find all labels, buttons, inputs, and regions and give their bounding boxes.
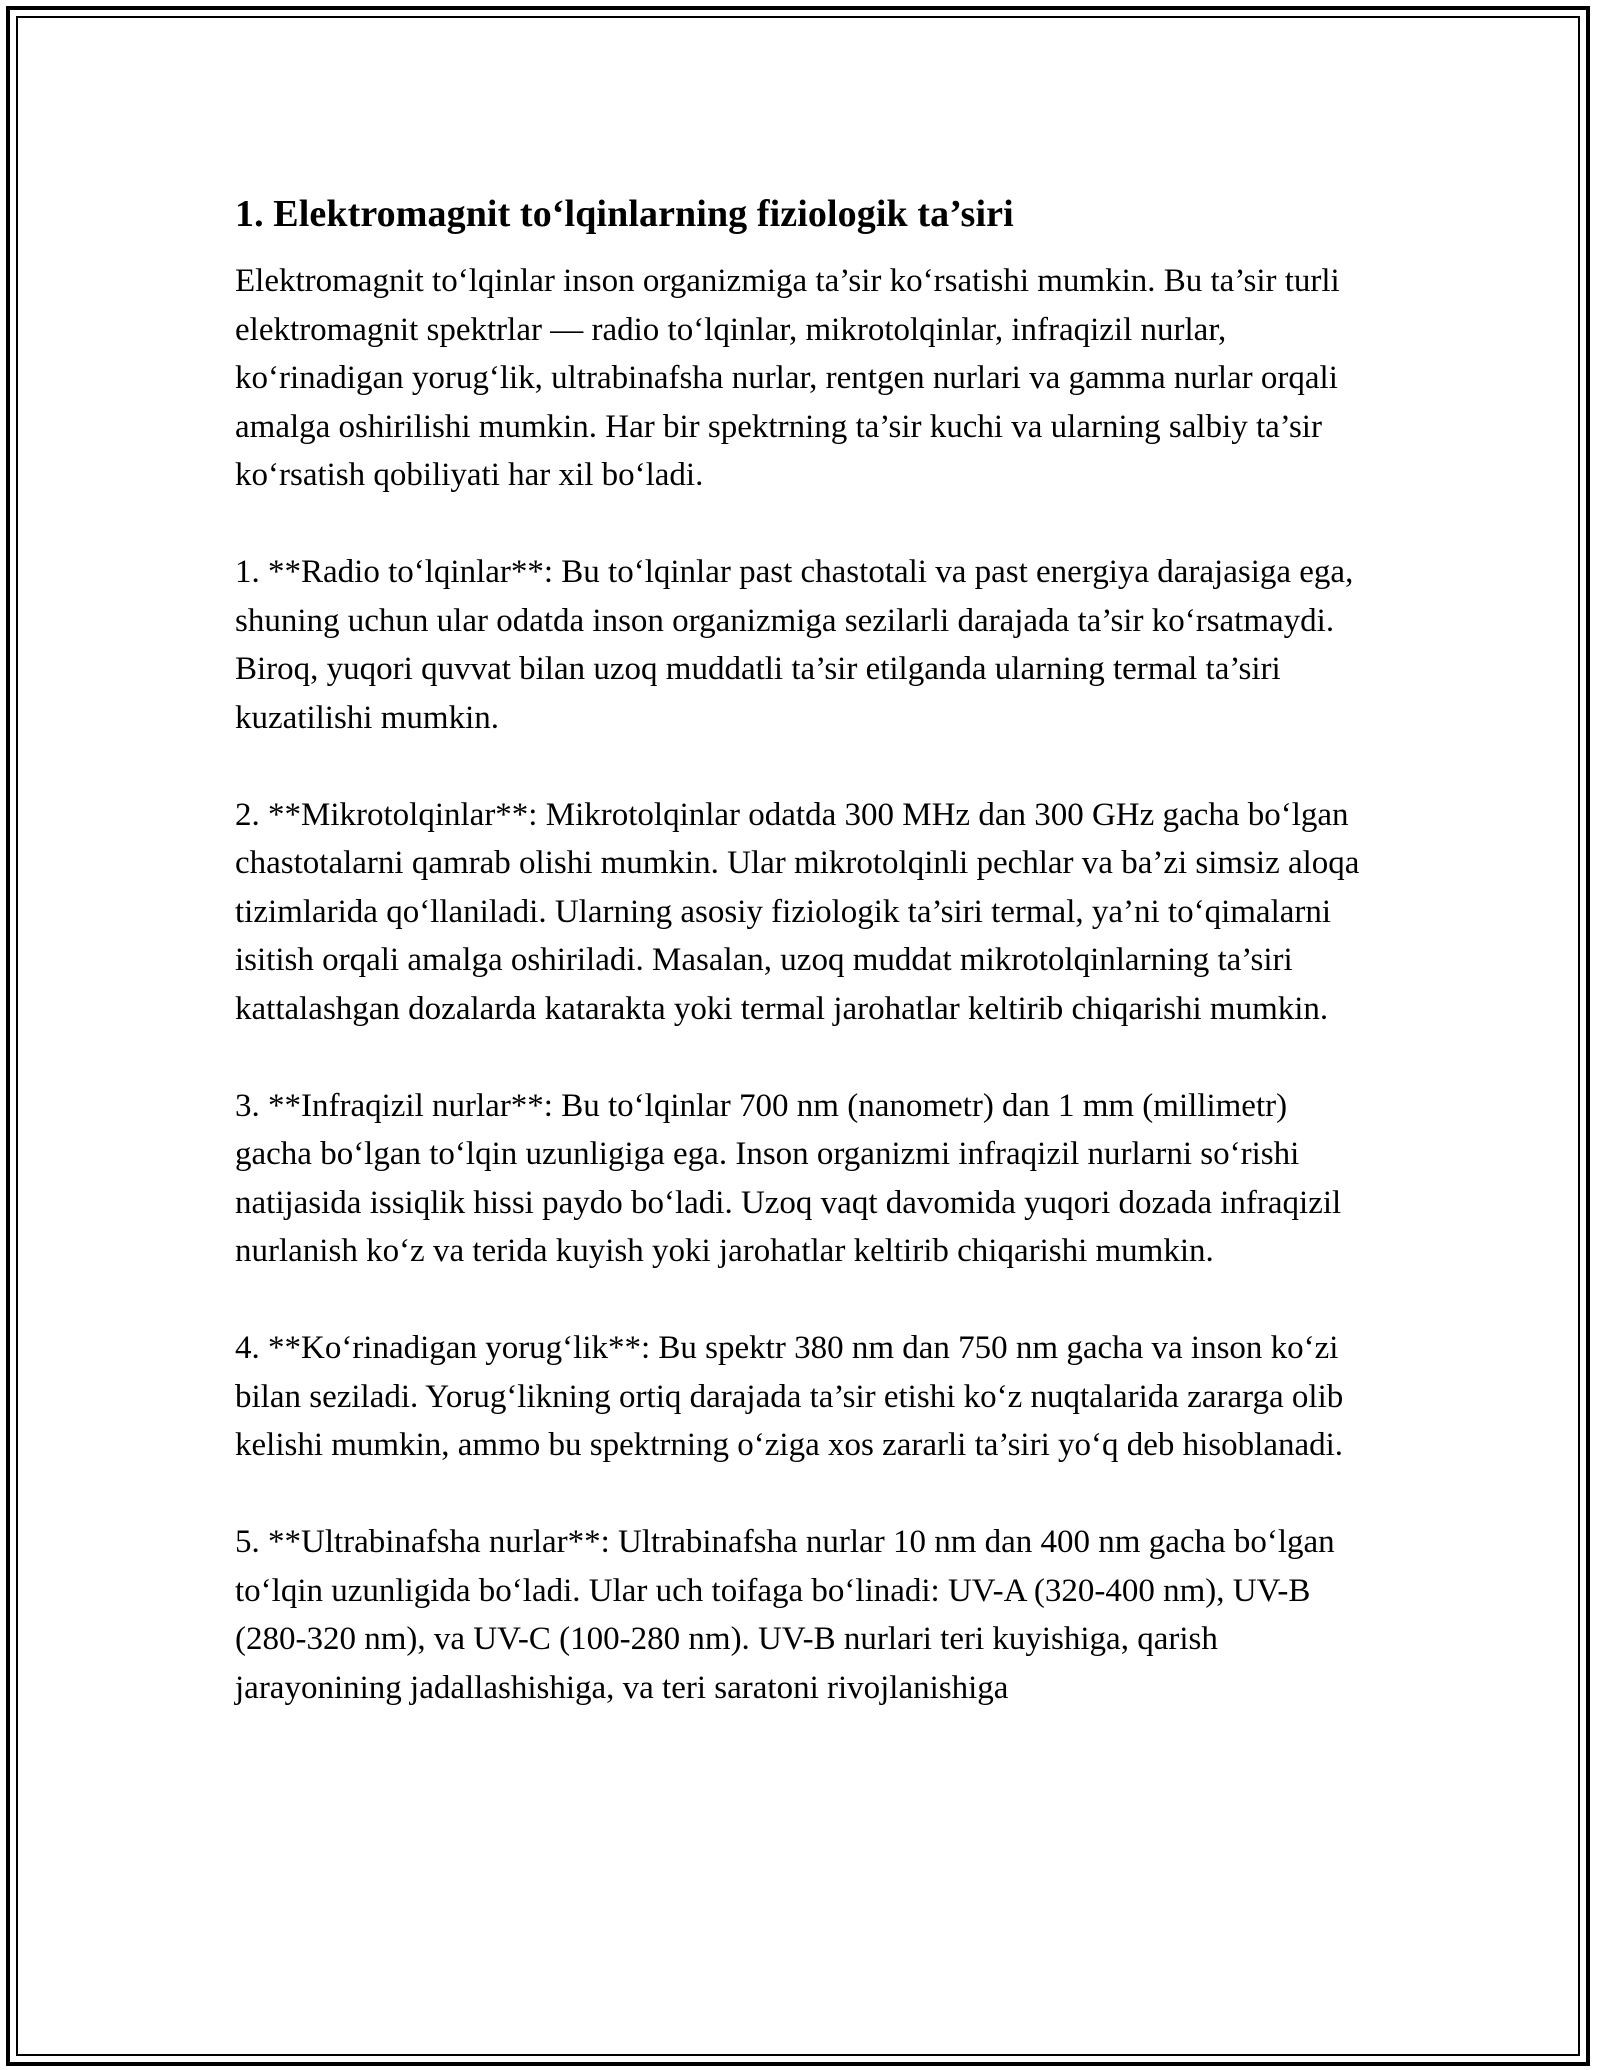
list-item-radio-waves: 1. **Radio to‘lqinlar**: Bu to‘lqinlar past chastotali va past energiya darajasiga ega, shuning uchun ular odatda inson organizmiga sezilarli darajada ta’sir ko‘rsatmaydi. Biroq, yuqori quvvat bilan uzoq muddatli ta’sir etilganda ularning termal ta’siri kuzatilishi mumkin.	[235, 554, 1354, 736]
page-title: 1. Elektromagnit to‘lqinlarning fiziologik ta’siri	[235, 193, 1014, 235]
list-item-ultraviolet: 5. **Ultrabinafsha nurlar**: Ultrabinafsha nurlar 10 nm dan 400 nm gacha bo‘lgan to‘lqin uzunligida bo‘ladi. Ular uch toifaga bo‘linadi: UV-A (320-400 nm), UV-B (280-320 nm), va UV-C (100-280 nm). UV-B nurlari teri kuyishiga, qarish jarayonining jadallashishiga, va teri saratoni rivojlanishiga	[235, 1524, 1335, 1706]
document-body	[235, 188, 1365, 1712]
list-item-microwaves: 2. **Mikrotolqinlar**: Mikrotolqinlar odatda 300 MHz dan 300 GHz gacha bo‘lgan chastotalarni qamrab olishi mumkin. Ular mikrotolqinli pechlar va ba’zi simsiz aloqa tizimlarida qo‘llaniladi. Ularning asosiy fiziologik ta’siri termal, ya’ni to‘qimalarni isitish orqali amalga oshiriladi. Masalan, uzoq muddat mikrotolqinlarning ta’siri kattalashgan dozalarda katarakta yoki termal jarohatlar keltirib chiqarishi mumkin.	[235, 796, 1360, 1027]
intro-paragraph: Elektromagnit to‘lqinlar inson organizmiga ta’sir ko‘rsatishi mumkin. Bu ta’sir turli elektromagnit spektrlar — radio to‘lqinlar, mikrotolqinlar, infraqizil nurlar, ko‘rinadigan yorug‘lik, ultrabinafsha nurlar, rentgen nurlari va gamma nurlar orqali amalga oshirilishi mumkin. Har bir spektrning ta’sir kuchi va ularning salbiy ta’sir ko‘rsatish qobiliyati har xil bo‘ladi.	[235, 263, 1340, 493]
list-item-infrared: 3. **Infraqizil nurlar**: Bu to‘lqinlar 700 nm (nanometr) dan 1 mm (millimetr) gacha bo‘lgan to‘lqin uzunligiga ega. Inson organizmi infraqizil nurlarni so‘rishi natijasida issiqlik hissi paydo bo‘ladi. Uzoq vaqt davomida yuqori dozada infraqizil nurlanish ko‘z va terida kuyish yoki jarohatlar keltirib chiqarishi mumkin.	[235, 1087, 1342, 1269]
list-item-visible-light: 4. **Ko‘rinadigan yorug‘lik**: Bu spektr 380 nm dan 750 nm gacha va inson ko‘zi bilan seziladi. Yorug‘likning ortiq darajada ta’sir etishi ko‘z nuqtalarida zararga olib kelishi mumkin, ammo bu spektrning o‘ziga xos zararli ta’siri yo‘q deb hisoblanadi.	[235, 1330, 1344, 1463]
